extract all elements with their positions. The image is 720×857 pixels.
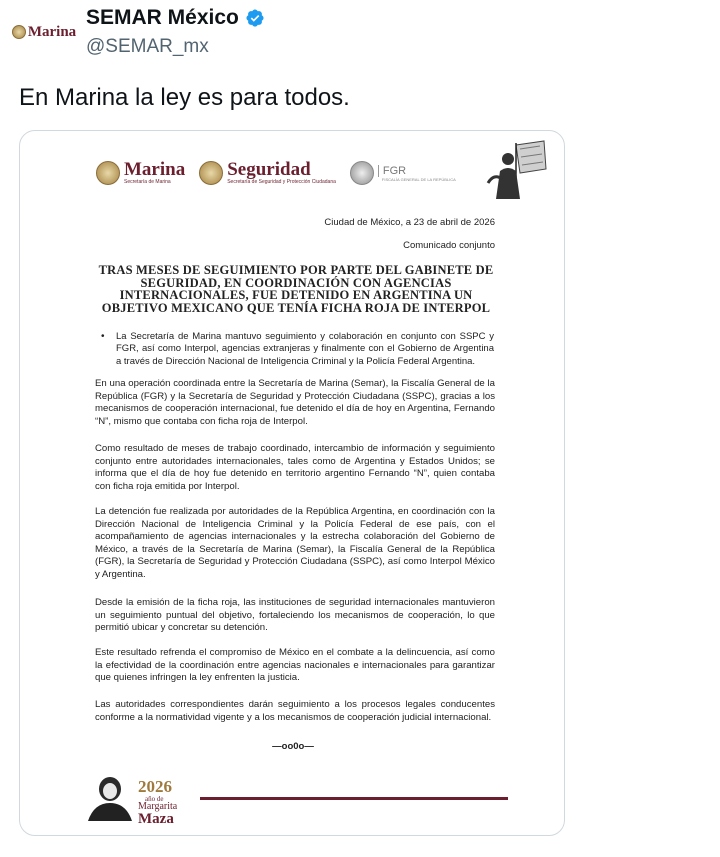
display-name[interactable]	[86, 6, 265, 30]
footer-name-first: Margarita	[138, 801, 178, 812]
summary-bullet: • La Secretaría de Marina mantuvo seguimiento y colaboración en conjunto con SSPC y FGR, así como Interpol, agencias extranjeras y finalmente con el Gobierno de Argentina a través de Dirección Nacional de Inteligencia Criminal y la Policía Federal Argentina.	[116, 331, 494, 368]
user-handle[interactable]: @SEMAR_mx	[86, 36, 209, 57]
seal-icon	[12, 25, 26, 39]
footer-name-last: Maza	[138, 811, 174, 827]
seal-icon	[96, 161, 120, 185]
paragraph: Este resultado refrenda el compromiso de México en el combate a la delincuencia, así como la efectividad de la coordinación entre agencias nacionales e internacionales para garantizar que quienes infringen la ley enfrenten la justicia.	[95, 647, 495, 683]
logo-bar	[96, 161, 470, 185]
footer-year-sub: año de	[145, 795, 164, 803]
avatar-text: Marina	[27, 23, 77, 40]
paragraph: La detención fue realizada por autoridades de la República Argentina, en coordinación con la Dirección Nacional de Inteligencia Criminal y la Policía Federal de ese país, con el acompañamiento de agencias internacionales y la estrecha colaboración del Gobierno de México, a través de la Secretaría de Marina (Semar), la Fiscalía General de la República (FGR), la Secretaría de Seguridad y Protección Ciudadana (SSPC), así como Interpol México y Argentina.	[95, 506, 495, 580]
document-date: Ciudad de México, a 23 de abril de 2026	[324, 217, 495, 228]
avatar-logo	[12, 24, 76, 41]
footer-year: 2026	[138, 777, 172, 796]
verified-badge-icon	[245, 8, 265, 28]
tweet-media-image[interactable]	[19, 130, 565, 836]
seguridad-logo: Seguridad Secretaría de Seguridad y Protección Ciudadana	[199, 161, 336, 185]
closing-mark: —oo0o—	[272, 741, 314, 752]
marina-logo: Marina Secretaría de Marina	[96, 161, 185, 185]
paragraph: Como resultado de meses de trabajo coordinado, intercambio de información y seguimiento conjunto entre autoridades internacionales, tales como de Argentina y Estados Unidos; se informa que el día de hoy fue detenido en territorio argentino Fernando “N”, quien contaba con ficha roja emitida por Interpol.	[95, 443, 495, 492]
paragraph: En una operación coordinada entre la Secretaría de Marina (Semar), la Fiscalía General de la República (FGR) y la Secretaría de Seguridad y Protección Ciudadana (SSPC), gracias a los mecanismos de cooperación internacional, fue detenido el día de hoy en Argentina, Fernando “N”, mismo que contaba con ficha roja de Interpol.	[95, 378, 495, 427]
paragraph: Las autoridades correspondientes darán seguimiento a los procesos legales conducentes conforme a la normatividad vigente y a los mecanismos de cooperación judicial internacional.	[95, 699, 495, 723]
seal-icon	[199, 161, 223, 185]
fgr-logo: FGR FISCALÍA GENERAL DE LA REPÚBLICA	[350, 161, 456, 185]
tweet-text: En Marina la ley es para todos.	[19, 84, 350, 111]
portrait-icon	[84, 773, 136, 821]
footer-divider	[200, 797, 508, 800]
flag-figure-icon	[486, 139, 550, 201]
document-type: Comunicado conjunto	[403, 240, 495, 251]
document-headline: TRAS MESES DE SEGUIMIENTO POR PARTE DEL GABINETE DE SEGURIDAD, EN COORDINACIÓN CON AGENCIAS INTERNACIONALES, FUE DETENIDO EN ARGENTINA UN OBJETIVO MEXICANO QUE TENÍA FICHA ROJA DE INTERPOL	[98, 263, 494, 315]
press-release-document	[20, 131, 565, 836]
display-name-text: SEMAR México	[86, 6, 239, 29]
seal-icon	[350, 161, 374, 185]
avatar[interactable]	[14, 8, 77, 56]
paragraph: Desde la emisión de la ficha roja, las instituciones de seguridad internacionales mantuvieron un seguimiento puntual del objetivo, fortaleciendo los mecanismos de cooperación, lo que permitió ubicar y concretar su detención.	[95, 597, 495, 633]
